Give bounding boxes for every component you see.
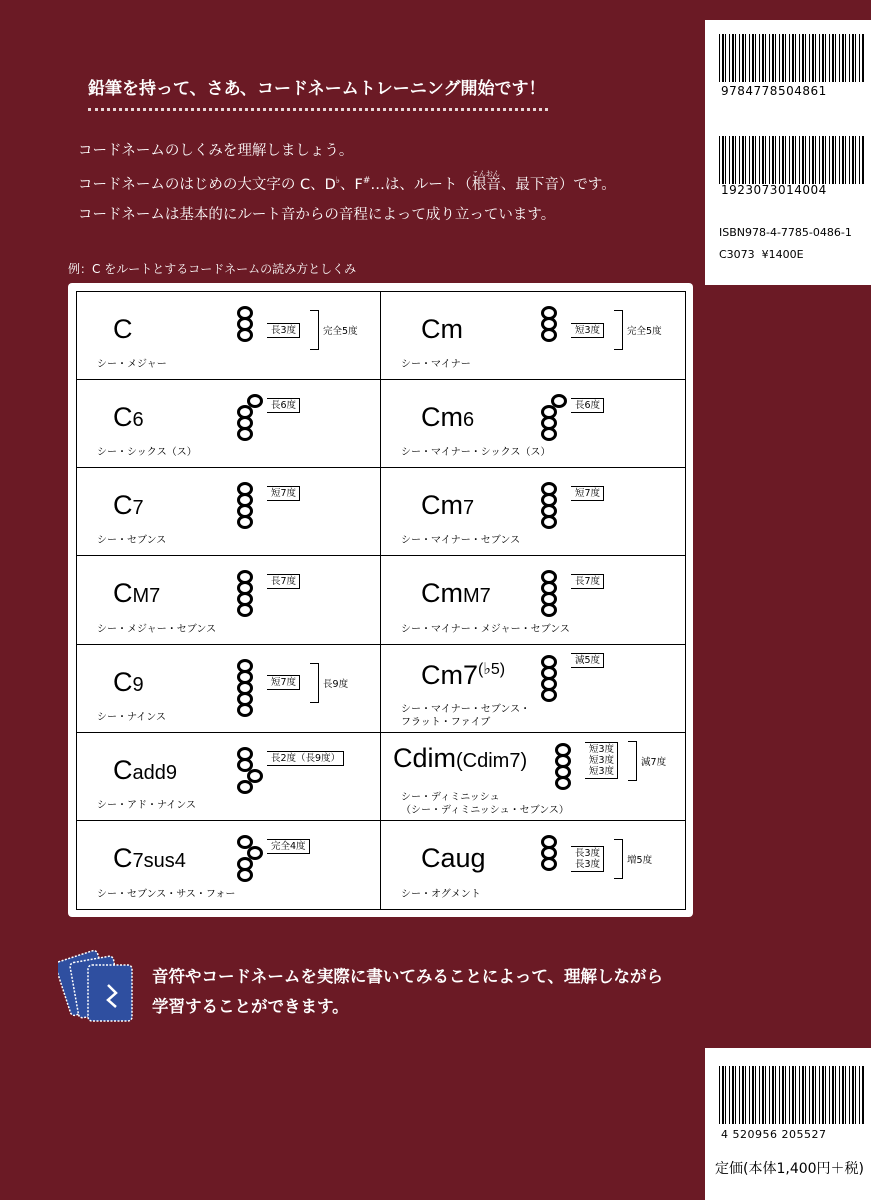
chord-name: C7sus4 xyxy=(113,842,186,873)
chord-cell xyxy=(381,645,685,733)
bottom-text: 音符やコードネームを実際に書いてみることによって、理解しながら 学習することができます。 xyxy=(152,967,664,1016)
interval-labels: 長3度 長3度 増5度 xyxy=(571,839,652,879)
chord-reading: シー・マイナー xyxy=(401,359,471,371)
barcode-number-1: 9784778504861 xyxy=(721,84,827,98)
chord-reading: シー・マイナー・セブンス・ フラット・ファイブ xyxy=(401,703,531,728)
chord-reading: シー・マイナー・シックス（ス） xyxy=(401,447,551,459)
chord-name: Cm6 xyxy=(421,402,475,433)
chord-table-card xyxy=(68,283,693,917)
notes-icon xyxy=(539,651,573,703)
chord-reading: シー・ナインス xyxy=(97,711,166,723)
interval-labels: 短7度 xyxy=(571,486,608,501)
chord-reading: シー・シックス（ス） xyxy=(97,447,197,459)
notes-icon xyxy=(539,302,573,343)
chord-cell xyxy=(77,821,381,909)
chord-name: C6 xyxy=(113,402,144,433)
chord-reading: シー・オグメント xyxy=(401,889,481,900)
price-text: 定価(本体1,400円＋税) xyxy=(715,1161,865,1177)
notes-icon xyxy=(539,390,573,442)
chord-name: C xyxy=(113,314,133,344)
notes-icon xyxy=(235,390,269,442)
chord-reading: シー・セブンス・サス・フォー xyxy=(97,889,236,900)
isbn-text: ISBN978-4-7785-0486-1 xyxy=(719,226,852,239)
price-barcode-box xyxy=(705,1048,871,1200)
intro-line-1: コードネームのしくみを理解しましょう。 xyxy=(78,143,354,159)
interval-labels: 短3度 完全5度 xyxy=(571,310,662,350)
intro-line-2: コードネームのはじめの大文字の C、D♭、F#…は、ルート（ こんおん 根音、最下音）です。 xyxy=(78,169,616,193)
c-code-text: C3073 ¥1400E xyxy=(719,248,804,261)
dotted-divider xyxy=(88,108,548,111)
chord-cell xyxy=(381,821,685,909)
notes-icon xyxy=(235,655,269,718)
chord-name: Cm xyxy=(421,314,463,344)
notes-icon xyxy=(235,566,269,618)
chord-name: Cdim(Cdim7) xyxy=(393,742,528,773)
notes-icon xyxy=(235,831,269,883)
chord-cell xyxy=(77,556,381,644)
notes-icon xyxy=(235,743,269,795)
interval-labels: 減5度 xyxy=(571,653,608,668)
chord-reading: シー・ディミニッシュ （シー・ディミニッシュ・セブンス） xyxy=(401,791,569,816)
interval-labels: 長6度 xyxy=(571,398,608,413)
interval-labels: 長3度 完全5度 xyxy=(267,310,358,350)
chord-name: CmM7 xyxy=(421,578,491,609)
barcode-number-3: 4 520956 205527 xyxy=(721,1128,827,1141)
barcode-price-code xyxy=(719,136,864,184)
chord-name: Cadd9 xyxy=(113,754,177,785)
chord-cell xyxy=(381,468,685,556)
chord-reading: シー・メジャー・セブンス xyxy=(97,623,217,635)
isbn-barcode-box xyxy=(705,20,871,285)
chord-cell xyxy=(381,380,685,468)
chord-reading: シー・メジャー xyxy=(97,359,167,371)
interval-labels: 長6度 xyxy=(267,398,304,413)
barcode-number-2: 1923073014004 xyxy=(721,183,827,197)
chord-cell xyxy=(77,468,381,556)
notes-icon xyxy=(553,739,587,791)
chord-cell xyxy=(77,733,381,821)
interval-labels: 短3度 短3度 短3度 減7度 xyxy=(585,741,666,781)
chord-cell xyxy=(77,645,381,733)
intro-text xyxy=(78,136,616,230)
chord-table xyxy=(76,291,686,910)
chord-reading: シー・アド・ナインス xyxy=(97,799,196,811)
notes-icon xyxy=(235,478,269,530)
chord-name: $Cm7^{(♭5)}$ xyxy=(421,659,506,690)
headline: 鉛筆を持って、さあ、コードネームトレーニング開始です！ xyxy=(88,79,546,99)
interval-labels: 長7度 xyxy=(267,574,304,589)
chord-cell xyxy=(381,292,685,380)
chord-cell xyxy=(77,380,381,468)
barcode-jan xyxy=(719,1066,864,1124)
chord-name: C9 xyxy=(113,666,144,697)
interval-labels: 短7度 長9度 xyxy=(267,663,348,703)
barcode-isbn xyxy=(719,34,864,82)
intro-line-3: コードネームは基本的にルート音からの音程によって成り立っています。 xyxy=(78,206,556,223)
notes-icon xyxy=(539,478,573,530)
cards-icon xyxy=(58,945,143,1030)
chord-cell xyxy=(381,733,685,821)
chord-name: C7 xyxy=(113,490,144,521)
chord-cell xyxy=(77,292,381,380)
chord-cell xyxy=(381,556,685,644)
interval-labels: 完全4度 xyxy=(267,839,314,854)
notes-icon xyxy=(539,566,573,618)
chord-name: CM7 xyxy=(113,578,161,609)
notes-icon xyxy=(539,831,573,872)
chord-reading: シー・セブンス xyxy=(97,535,167,547)
interval-labels: 長7度 xyxy=(571,574,608,589)
chord-reading: シー・マイナー・メジャー・セブンス xyxy=(401,623,570,635)
interval-labels: 短7度 xyxy=(267,486,304,501)
chord-name: Caug xyxy=(421,842,486,873)
chord-reading: シー・マイナー・セブンス xyxy=(401,535,521,547)
example-caption: 例：C をルートとするコードネームの読み方としくみ xyxy=(68,262,357,276)
chord-name: Cm7 xyxy=(421,490,475,521)
notes-icon xyxy=(235,302,269,343)
interval-labels: 長2度（長9度） xyxy=(267,751,348,766)
